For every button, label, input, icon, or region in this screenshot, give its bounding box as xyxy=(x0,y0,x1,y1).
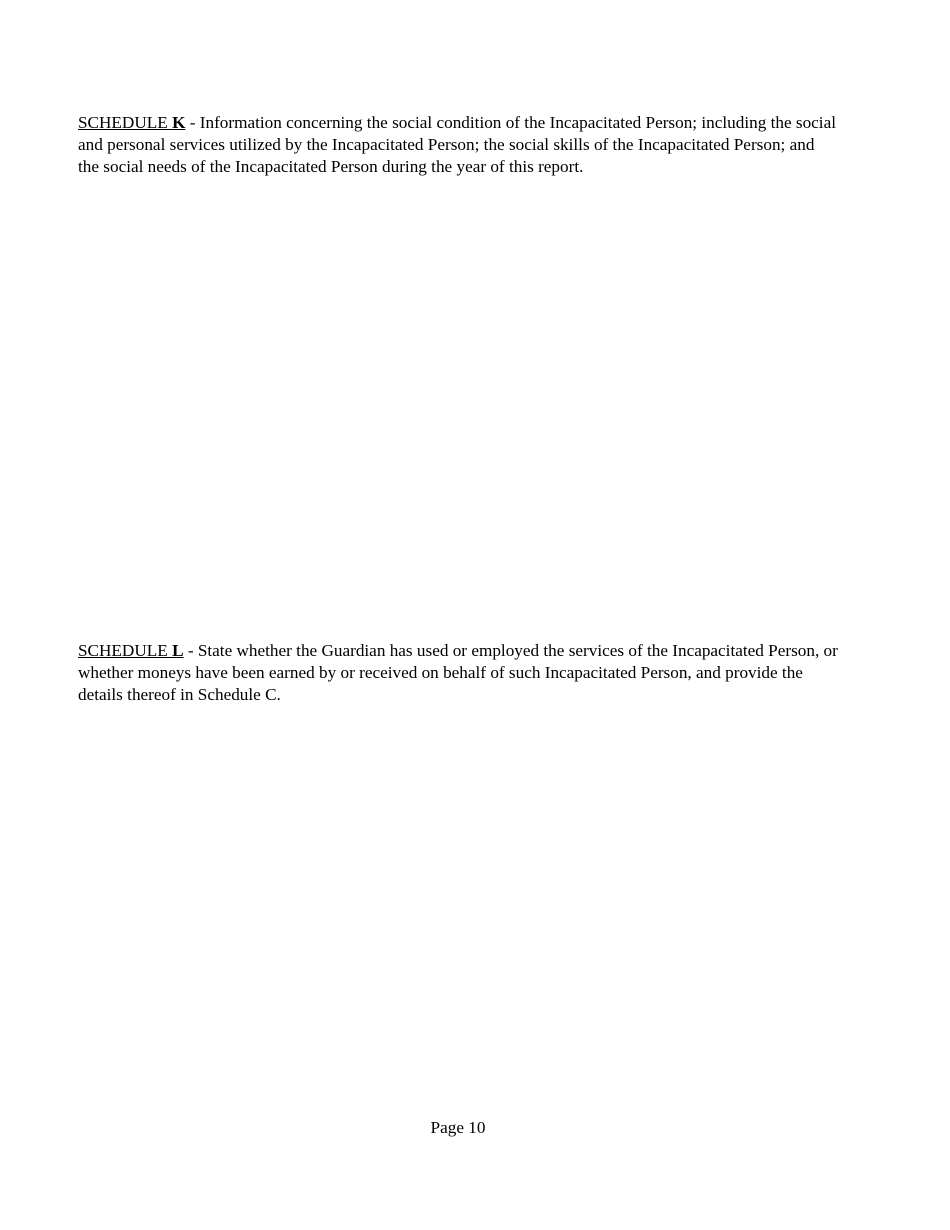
schedule-k-prefix: SCHEDULE xyxy=(78,113,173,132)
schedule-k-heading xyxy=(78,113,185,132)
schedule-l-prefix: SCHEDULE xyxy=(78,641,173,660)
schedule-l-paragraph xyxy=(78,640,838,706)
schedule-l-text: - State whether the Guardian has used or employed the services of the Incapacitated Person, or whether moneys have been earned by or received on behalf of such Incapacitated Person, and provide the details thereof in Schedule C. xyxy=(78,641,838,704)
schedule-l-heading xyxy=(78,641,184,660)
schedule-k-text: - Information concerning the social condition of the Incapacitated Person; including the social and personal services utilized by the Incapacitated Person; the social skills of the Incapacitated Person; and the social needs of the Incapacitated Person during the year of this report. xyxy=(78,113,836,176)
page-number: Page 10 xyxy=(430,1118,486,1137)
schedule-l-letter: L xyxy=(172,641,184,660)
schedule-k-paragraph xyxy=(78,112,838,178)
schedule-k-letter: K xyxy=(172,113,186,132)
